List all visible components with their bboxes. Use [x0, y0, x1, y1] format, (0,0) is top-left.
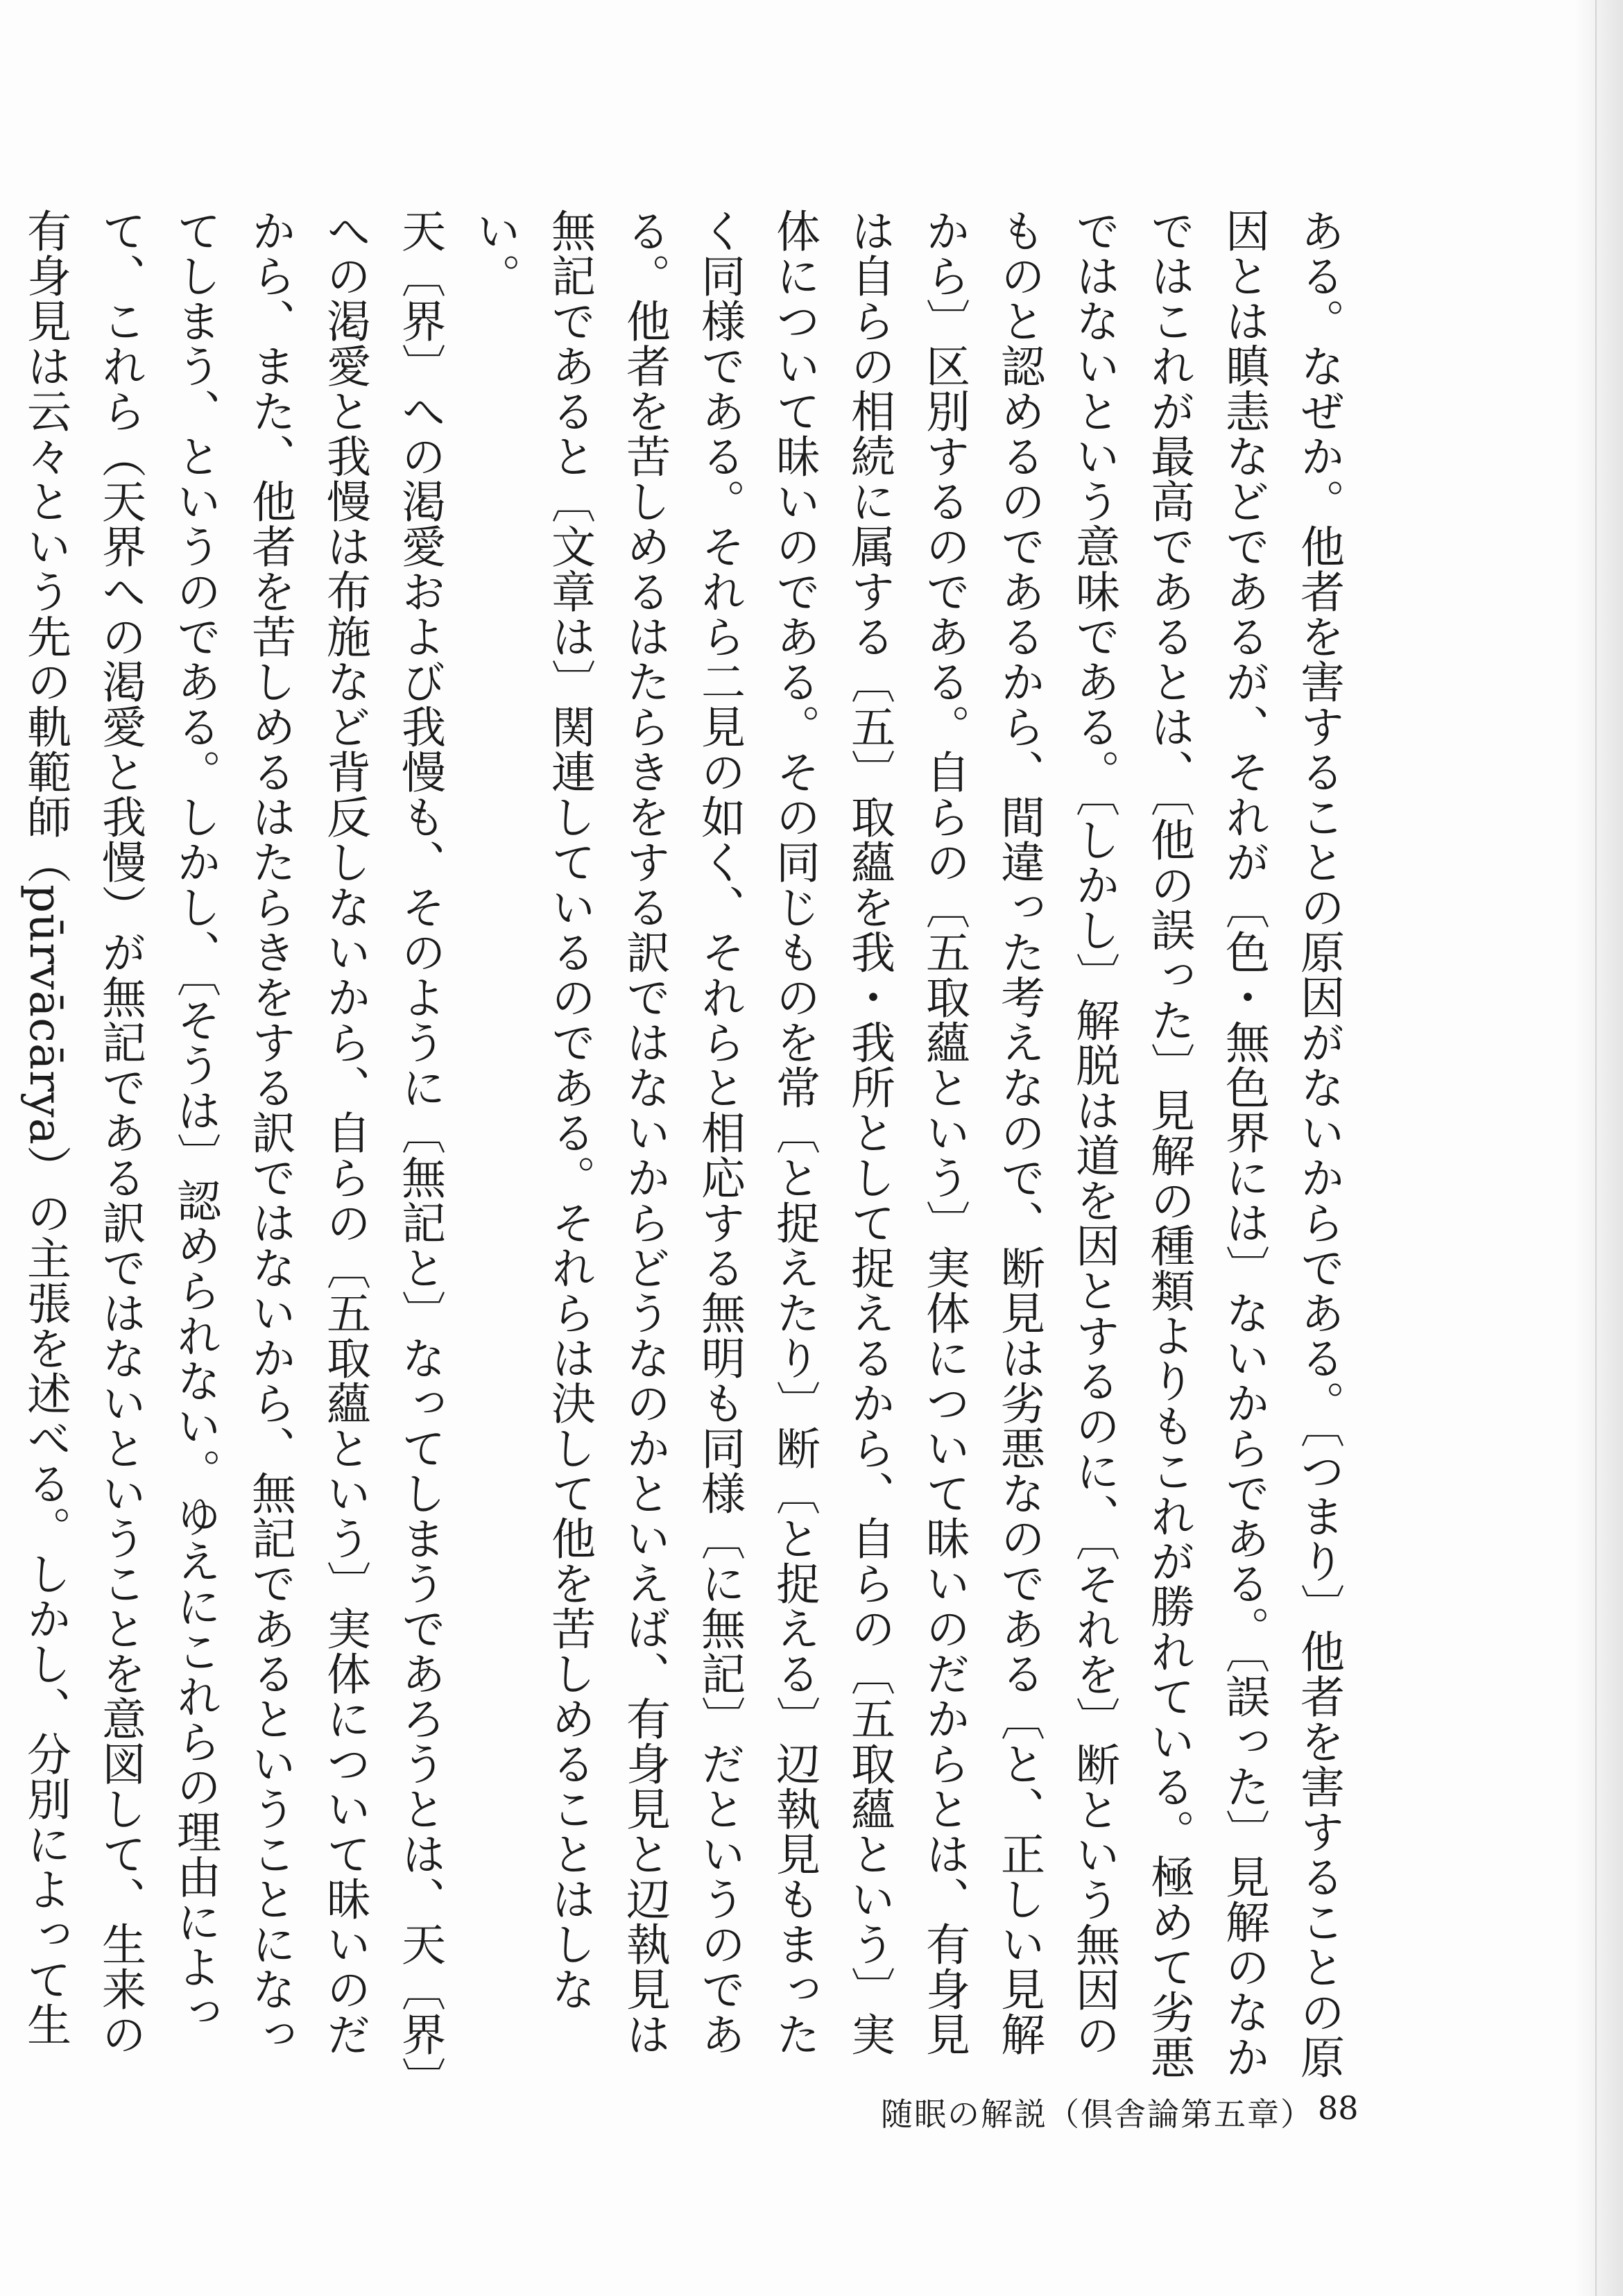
running-head: 随眠の解説（倶舎論第五章）	[881, 2096, 1314, 2133]
scan-edge-line	[1595, 0, 1597, 2296]
page-number: 88	[1318, 2089, 1359, 2127]
scan-edge-shadow	[1574, 0, 1623, 2296]
paragraph-1: ある。なぜか。他者を害することの原因がないからである。〔つまり〕他者を害することの原因とは瞋恚などであるが、それが〔色・無色界には〕ないからである。〔誤った〕見解のなかではこれが最高であるとは、〔他の誤った〕見解の種類よりもこれが勝れている。極めて劣悪ではないという意味である。〔しかし〕解脱は道を因とするのに、〔それを〕断という無因のものと認めるのであるから、間違った考えなので、断見は劣悪なのである〔と、正しい見解から〕区別するのである。自らの〔五取蘊という〕実体について昧いのだからとは、有身見は自らの相続に属する〔五〕取蘊を我・我所として捉えるから、自らの〔五取蘊という〕実体について昧いのである。その同じものを常〔と捉えたり〕断〔と捉える〕辺執見もまったく同様である。それら二見の如く、それらと相応する無明も同様〔に無記〕だというのである。他者を苦しめるはたらきをする訳ではないからどうなのかといえば、有身見と辺執見は無記であると〔文章は〕関連しているのである。それらは決して他を苦しめることはしない。	[469, 208, 1344, 2080]
paragraph-2: 天〔界〕への渇愛および我慢も、そのように〔無記と〕なってしまうであろうとは、天〔界〕への渇愛と我慢は布施など背反しないから、自らの〔五取蘊という〕実体について昧いのだから、また、他者を苦しめるはたらきをする訳ではないから、無記であるということになってしまう、というのである。しかし、〔そうは〕認められない。ゆえにこれらの理由によって、これら（天界への渇愛と我慢）が無記である訳ではないということを意図して、生来の有身見は云々という先の軌範師（pūrvācārya）の主張を述べる。しかし、分別によって生	[19, 208, 445, 2080]
body-text	[19, 208, 1356, 2081]
